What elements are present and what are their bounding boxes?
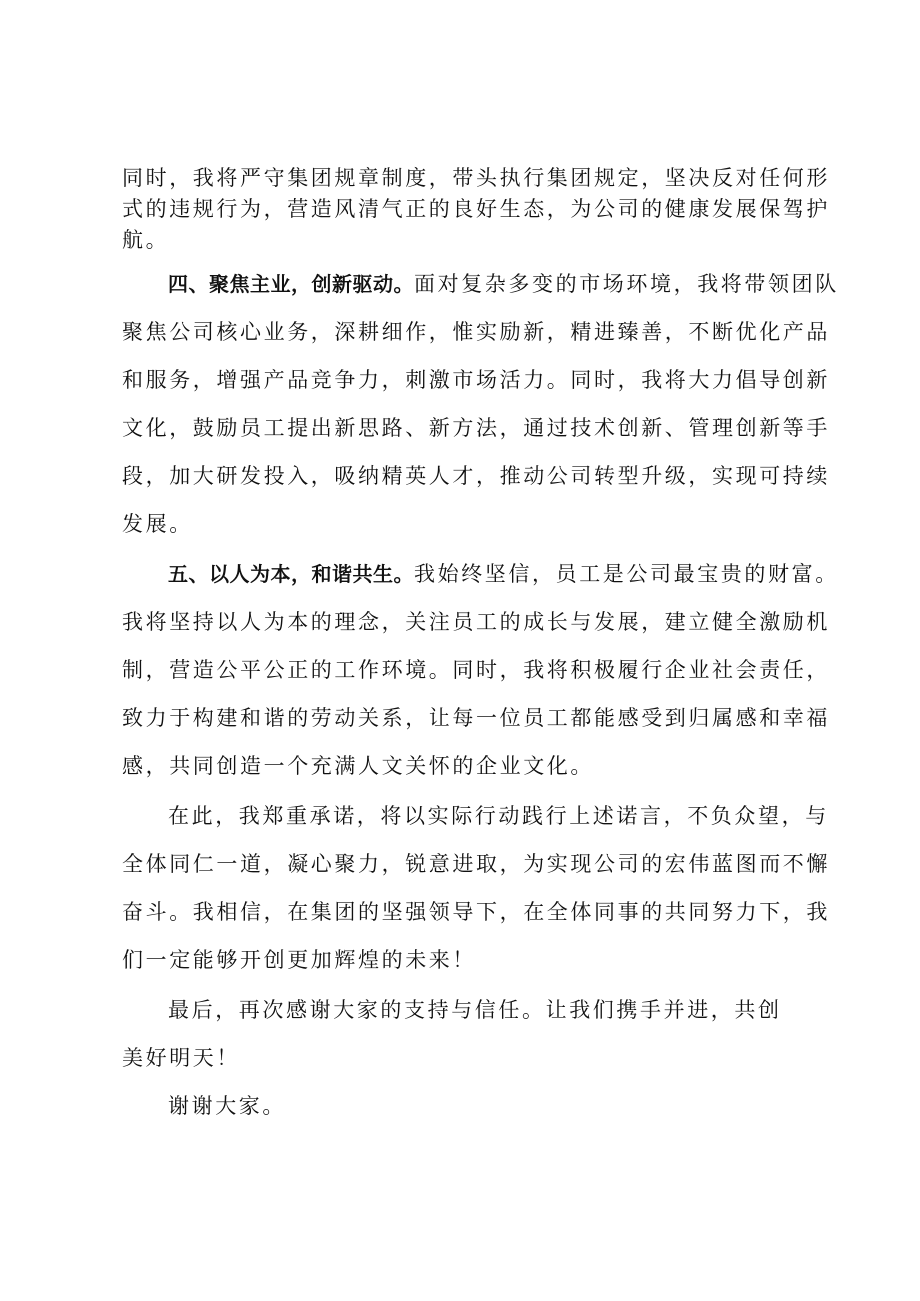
document-body	[122, 0, 839, 1301]
paragraph-3-line-5: 感，共同创造一个充满人文关怀的企业文化。	[122, 754, 594, 778]
paragraph-2-line-1	[168, 272, 839, 296]
closing-line: 谢谢大家。	[168, 1094, 286, 1118]
paragraph-1-line-2: 式的违规行为，营造风清气正的良好生态，为公司的健康发展保驾护	[122, 197, 830, 221]
paragraph-2-line-3: 和服务，增强产品竞争力，刺激市场活力。同时，我将大力倡导创新	[122, 368, 830, 392]
paragraph-4-line-1: 在此，我郑重承诺，将以实际行动践行上述诺言，不负众望，与	[168, 804, 829, 828]
paragraph-3-line-3: 制，营造公平公正的工作环境。同时，我将积极履行企业社会责任，	[122, 658, 830, 682]
paragraph-2-line-2: 聚焦公司核心业务，深耕细作，惟实励新，精进臻善，不断优化产品	[122, 320, 830, 344]
paragraph-3-line-1-text: 我始终坚信，员工是公司最宝贵的财富。	[414, 562, 839, 586]
paragraph-3-line-1	[168, 562, 839, 586]
paragraph-3-line-4: 致力于构建和谐的劳动关系，让每一位员工都能感受到归属感和幸福	[122, 706, 830, 730]
paragraph-3-line-2: 我将坚持以人为本的理念，关注员工的成长与发展，建立健全激励机	[122, 610, 830, 634]
paragraph-2-line-6: 发展。	[122, 512, 193, 536]
paragraph-2-line-5: 段，加大研发投入，吸纳精英人才，推动公司转型升级，实现可持续	[122, 464, 830, 488]
section-five-heading: 五、以人为本，和谐共生。	[168, 562, 414, 586]
paragraph-4-line-3: 奋斗。我相信，在集团的坚强领导下，在全体同事的共同努力下，我	[122, 900, 830, 924]
paragraph-5-line-2: 美好明天！	[122, 1046, 240, 1070]
paragraph-2-line-1-text: 面对复杂多变的市场环境，我将带领团队	[414, 272, 839, 296]
paragraph-1-line-1: 同时，我将严守集团规章制度，带头执行集团规定，坚决反对任何形	[122, 166, 830, 190]
paragraph-4-line-2: 全体同仁一道，凝心聚力，锐意进取，为实现公司的宏伟蓝图而不懈	[122, 852, 830, 876]
section-four-heading: 四、聚焦主业，创新驱动。	[168, 272, 414, 296]
paragraph-2-line-4: 文化，鼓励员工提出新思路、新方法，通过技术创新、管理创新等手	[122, 416, 830, 440]
paragraph-1-line-3: 航。	[122, 228, 170, 252]
paragraph-5-line-1: 最后，再次感谢大家的支持与信任。让我们携手并进，共创	[168, 998, 782, 1022]
paragraph-4-line-4: 们一定能够开创更加辉煌的未来！	[122, 948, 476, 972]
